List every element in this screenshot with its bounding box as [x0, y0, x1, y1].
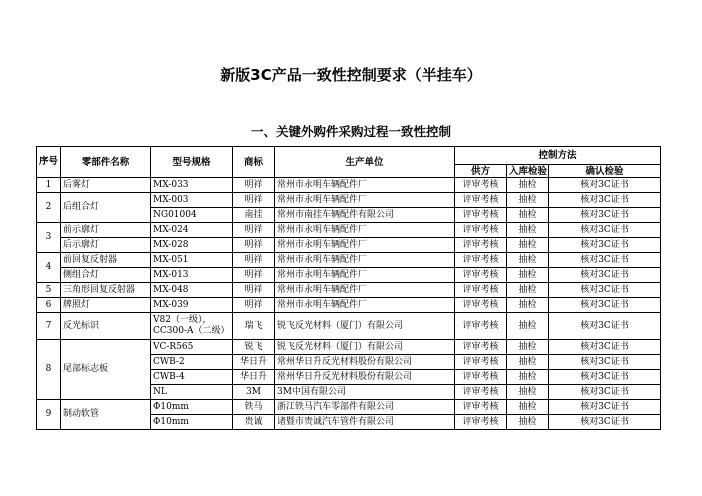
cell-supplier: 评审考核	[455, 283, 507, 298]
cell-incoming: 抽检	[507, 268, 549, 283]
cell-brand: 明祥	[233, 283, 275, 298]
cell-incoming: 抽检	[507, 208, 549, 223]
cell-incoming: 抽检	[507, 415, 549, 430]
cell-part-name: 后雾灯	[61, 178, 151, 193]
cell-model-line2: CC300-A（二级）	[153, 326, 230, 336]
cell-maker: 常州市永明车辆配件厂	[275, 178, 455, 193]
cell-maker: 常州华日升反光材料股份有限公司	[275, 370, 455, 385]
cell-part-name: 制动软管	[61, 400, 151, 430]
cell-brand: 明祥	[233, 223, 275, 238]
table-row	[37, 238, 661, 253]
cell-maker: 3M中国有限公司	[275, 385, 455, 400]
header-part-name: 零部件名称	[61, 147, 151, 178]
cell-confirm: 核对3C证书	[549, 313, 661, 340]
table-row	[37, 268, 661, 283]
cell-maker: 常州市永明车辆配件厂	[275, 268, 455, 283]
cell-incoming: 抽检	[507, 283, 549, 298]
cell-incoming: 抽检	[507, 340, 549, 355]
cell-part-name: 尾部标志板	[61, 340, 151, 400]
section-title: 一、关键外购件采购过程一致性控制	[250, 124, 451, 139]
cell-confirm: 核对3C证书	[549, 400, 661, 415]
cell-supplier: 评审考核	[455, 415, 507, 430]
cell-confirm: 核对3C证书	[549, 208, 661, 223]
cell-model: MX-039	[151, 298, 233, 313]
cell-model: CWB-2	[151, 355, 233, 370]
cell-supplier: 评审考核	[455, 238, 507, 253]
cell-model: NG01004	[151, 208, 233, 223]
cell-part-name: 前示廓灯	[61, 223, 151, 238]
cell-seq: 8	[37, 340, 61, 400]
cell-seq: 5	[37, 283, 61, 298]
cell-brand: 明祥	[233, 238, 275, 253]
cell-maker: 常州市永明车辆配件厂	[275, 298, 455, 313]
cell-supplier: 评审考核	[455, 370, 507, 385]
cell-maker: 常州市永明车辆配件厂	[275, 193, 455, 208]
cell-incoming: 抽检	[507, 355, 549, 370]
table-row	[37, 283, 661, 298]
cell-model: MX-028	[151, 238, 233, 253]
cell-incoming: 抽检	[507, 400, 549, 415]
cell-maker: 浙江铁马汽车零部件有限公司	[275, 400, 455, 415]
cell-maker: 常州华日升反光材料股份有限公司	[275, 355, 455, 370]
cell-model: MX-033	[151, 178, 233, 193]
header-seq: 序号	[37, 147, 61, 178]
cell-seq: 2	[37, 193, 61, 223]
table-row	[37, 313, 661, 340]
cell-supplier: 评审考核	[455, 340, 507, 355]
header-incoming: 入库检验	[507, 165, 549, 178]
cell-seq: 6	[37, 298, 61, 313]
cell-model: MX-048	[151, 283, 233, 298]
table-row	[37, 400, 661, 415]
cell-confirm: 核对3C证书	[549, 340, 661, 355]
cell-confirm: 核对3C证书	[549, 355, 661, 370]
table-row	[37, 298, 661, 313]
cell-incoming: 抽检	[507, 253, 549, 268]
cell-confirm: 核对3C证书	[549, 193, 661, 208]
cell-maker: 常州市永明车辆配件厂	[275, 223, 455, 238]
cell-supplier: 评审考核	[455, 193, 507, 208]
cell-brand: 华日升	[233, 355, 275, 370]
cell-model: MX-024	[151, 223, 233, 238]
cell-model: Φ10mm	[151, 415, 233, 430]
cell-brand: 贵诚	[233, 415, 275, 430]
cell-supplier: 评审考核	[455, 223, 507, 238]
cell-supplier: 评审考核	[455, 178, 507, 193]
table-row	[37, 193, 661, 208]
cell-part-name: 后组合灯	[61, 193, 151, 223]
cell-confirm: 核对3C证书	[549, 253, 661, 268]
cell-brand: 铁马	[233, 400, 275, 415]
cell-brand: 明祥	[233, 268, 275, 283]
cell-brand: 3M	[233, 385, 275, 400]
cell-part-name: 侧组合灯	[61, 268, 151, 283]
cell-brand: 明祥	[233, 298, 275, 313]
cell-model: NL	[151, 385, 233, 400]
cell-brand: 明祥	[233, 193, 275, 208]
cell-brand: 明祥	[233, 178, 275, 193]
cell-supplier: 评审考核	[455, 253, 507, 268]
cell-maker: 常州市永明车辆配件厂	[275, 253, 455, 268]
cell-model-line1: V82（一级），	[153, 315, 212, 325]
cell-part-name: 后示廓灯	[61, 238, 151, 253]
cell-seq: 3	[37, 223, 61, 253]
cell-seq: 7	[37, 313, 61, 340]
cell-incoming: 抽检	[507, 370, 549, 385]
cell-incoming: 抽检	[507, 178, 549, 193]
header-confirm: 确认检验	[549, 165, 661, 178]
cell-maker: 常州市永明车辆配件厂	[275, 283, 455, 298]
cell-model: CWB-4	[151, 370, 233, 385]
cell-confirm: 核对3C证书	[549, 370, 661, 385]
cell-seq: 4	[37, 253, 61, 283]
cell-part-name: 前回复反射器	[61, 253, 151, 268]
cell-supplier: 评审考核	[455, 208, 507, 223]
cell-brand: 华日升	[233, 370, 275, 385]
cell-brand: 锐飞	[233, 340, 275, 355]
cell-supplier: 评审考核	[455, 355, 507, 370]
cell-supplier: 评审考核	[455, 385, 507, 400]
cell-part-name: 牌照灯	[61, 298, 151, 313]
cell-incoming: 抽检	[507, 313, 549, 340]
cell-confirm: 核对3C证书	[549, 385, 661, 400]
table-row	[37, 223, 661, 238]
header-supplier: 供方	[455, 165, 507, 178]
table-row	[37, 340, 661, 355]
header-maker: 生产单位	[275, 147, 455, 178]
cell-supplier: 评审考核	[455, 313, 507, 340]
cell-confirm: 核对3C证书	[549, 298, 661, 313]
table-row	[37, 178, 661, 193]
cell-seq: 9	[37, 400, 61, 430]
cell-maker: 诸暨市贵诚汽车管件有限公司	[275, 415, 455, 430]
cell-model: MX-003	[151, 193, 233, 208]
cell-maker: 锐飞反光材料（厦门）有限公司	[275, 340, 455, 355]
header-brand: 商标	[233, 147, 275, 178]
cell-brand: 瑞飞	[233, 313, 275, 340]
cell-part-name: 三角形回复反射器	[61, 283, 151, 298]
cell-seq: 1	[37, 178, 61, 193]
cell-confirm: 核对3C证书	[549, 283, 661, 298]
cell-confirm: 核对3C证书	[549, 268, 661, 283]
cell-maker: 常州市南挂车辆配件有限公司	[275, 208, 455, 223]
cell-model: MX-013	[151, 268, 233, 283]
header-control: 控制方法	[455, 147, 661, 165]
cell-model: Φ10mm	[151, 400, 233, 415]
cell-confirm: 核对3C证书	[549, 415, 661, 430]
cell-incoming: 抽检	[507, 385, 549, 400]
cell-supplier: 评审考核	[455, 298, 507, 313]
cell-confirm: 核对3C证书	[549, 223, 661, 238]
cell-incoming: 抽检	[507, 238, 549, 253]
cell-confirm: 核对3C证书	[549, 238, 661, 253]
table-row	[37, 253, 661, 268]
cell-part-name: 反光标识	[61, 313, 151, 340]
cell-incoming: 抽检	[507, 193, 549, 208]
cell-brand: 南挂	[233, 208, 275, 223]
procurement-control-table	[36, 146, 661, 430]
cell-incoming: 抽检	[507, 298, 549, 313]
cell-model	[151, 313, 233, 340]
cell-maker: 锐飞反光材料（厦门）有限公司	[275, 313, 455, 340]
cell-brand: 明祥	[233, 253, 275, 268]
cell-maker: 常州市永明车辆配件厂	[275, 238, 455, 253]
cell-supplier: 评审考核	[455, 400, 507, 415]
header-model: 型号规格	[151, 147, 233, 178]
cell-model: MX-051	[151, 253, 233, 268]
cell-supplier: 评审考核	[455, 268, 507, 283]
cell-incoming: 抽检	[507, 223, 549, 238]
cell-model: VC-R565	[151, 340, 233, 355]
cell-confirm: 核对3C证书	[549, 178, 661, 193]
document-title: 新版3C产品一致性控制要求（半挂车）	[220, 66, 482, 84]
